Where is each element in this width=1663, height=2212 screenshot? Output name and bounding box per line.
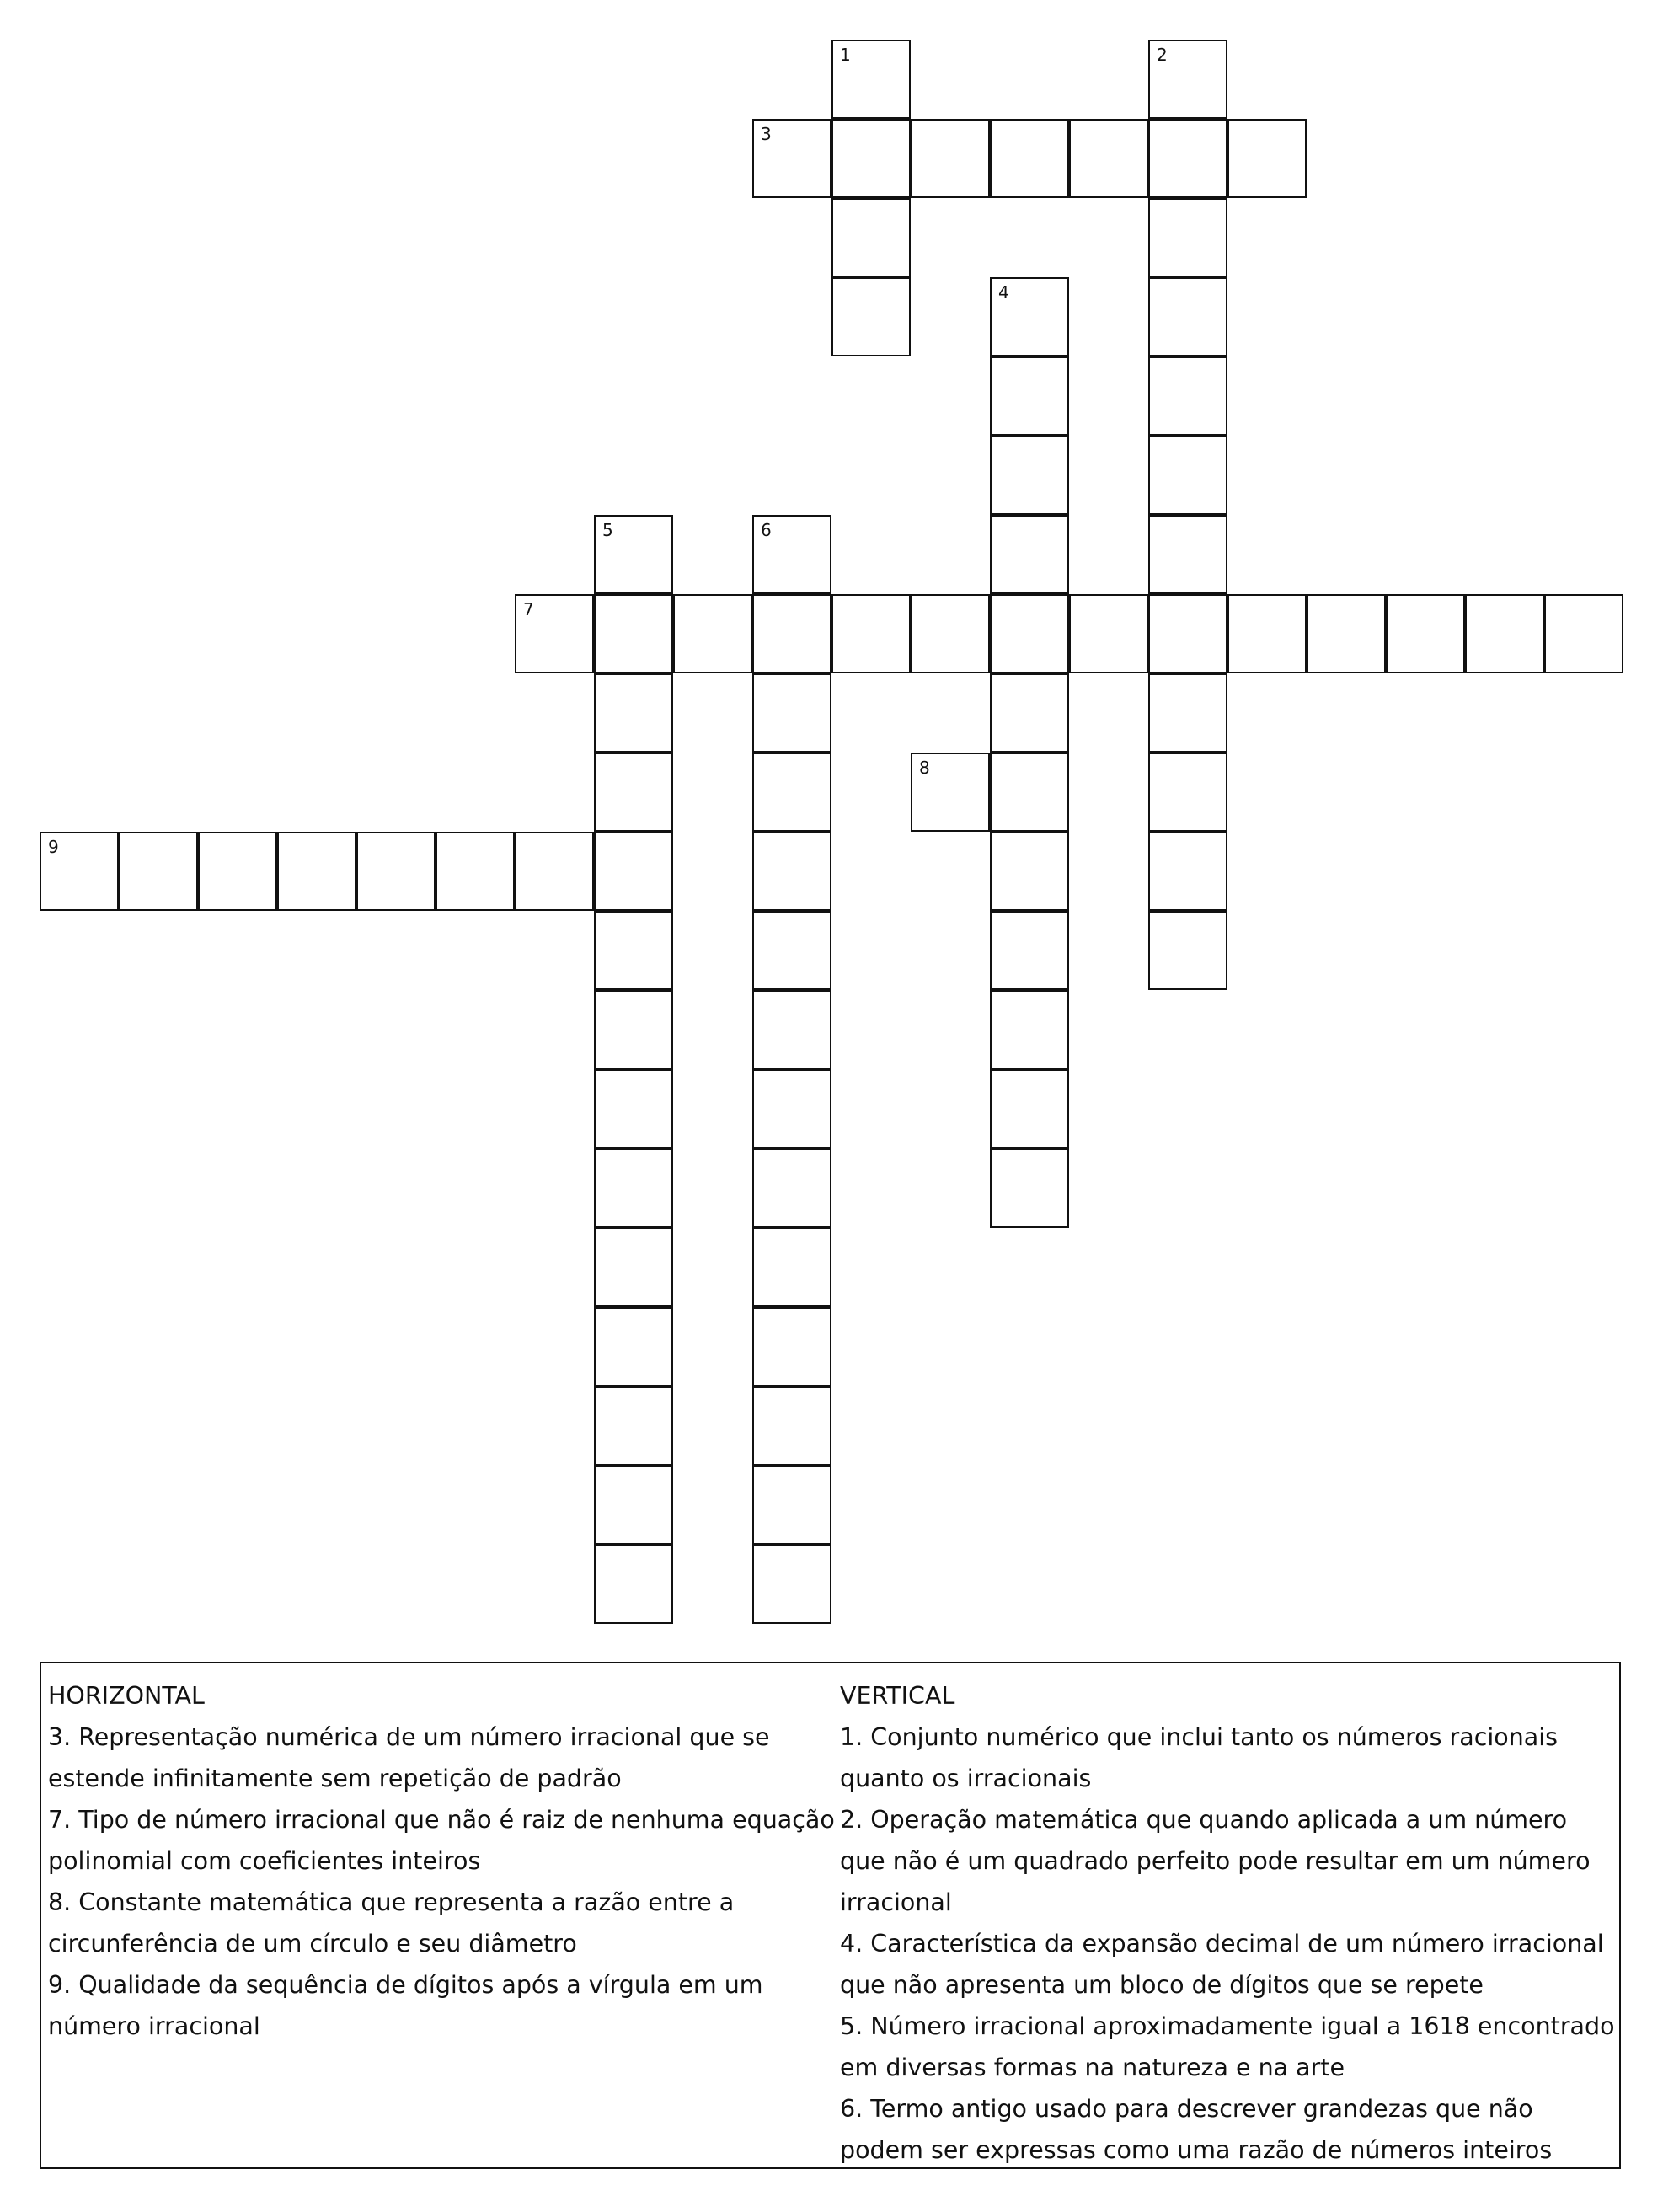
grid-cell[interactable] — [1227, 594, 1307, 673]
grid-cell[interactable] — [673, 594, 752, 673]
grid-cell[interactable] — [594, 673, 673, 753]
grid-cell[interactable] — [752, 832, 832, 911]
grid-cell[interactable] — [1307, 594, 1386, 673]
grid-cell[interactable] — [990, 594, 1069, 673]
grid-cell[interactable] — [1544, 594, 1623, 673]
clue-number: 8 — [919, 758, 930, 778]
grid-cell[interactable] — [752, 990, 832, 1069]
clue-down-2: 2. Operação matemática que quando aplicada a um número que não é um quadrado perfeito pode resultar em um número irracional — [840, 1806, 1591, 1916]
grid-cell[interactable] — [594, 515, 673, 594]
grid-cell[interactable] — [515, 594, 594, 673]
grid-cell[interactable] — [832, 40, 911, 119]
clue-number: 5 — [602, 520, 613, 540]
clue-across-7: 7. Tipo de número irracional que não é raiz de nenhuma equação polinomial com coeficientes inteiros — [48, 1806, 835, 1875]
grid-cell[interactable] — [990, 515, 1069, 594]
grid-cell[interactable] — [990, 436, 1069, 515]
grid-cell[interactable] — [594, 1545, 673, 1624]
grid-cell[interactable] — [752, 1386, 832, 1465]
grid-cell[interactable] — [1069, 594, 1148, 673]
clue-down-5: 5. Número irracional aproximadamente igual a 1618 encontrado em diversas formas na natureza e na arte — [840, 2012, 1615, 2081]
grid-cell[interactable] — [198, 832, 277, 911]
grid-cell[interactable] — [1148, 119, 1227, 198]
grid-cell[interactable] — [594, 1228, 673, 1307]
grid-cell[interactable] — [990, 119, 1069, 198]
grid-cell[interactable] — [752, 1307, 832, 1386]
clues-box — [40, 1662, 1621, 2169]
clue-down-6: 6. Termo antigo usado para descrever grandezas que não podem ser expressas como uma razão de números inteiros — [840, 2095, 1553, 2164]
grid-cell[interactable] — [1227, 119, 1307, 198]
grid-cell[interactable] — [990, 753, 1069, 832]
grid-cell[interactable] — [1465, 594, 1544, 673]
grid-cell[interactable] — [1148, 911, 1227, 990]
grid-cell[interactable] — [594, 1069, 673, 1149]
horizontal-title: HORIZONTAL — [48, 1682, 205, 1710]
vertical-title: VERTICAL — [840, 1682, 955, 1710]
grid-cell[interactable] — [1148, 277, 1227, 356]
clue-down-1: 1. Conjunto numérico que inclui tanto os números racionais quanto os irracionais — [840, 1723, 1559, 1792]
clue-number: 7 — [523, 599, 534, 619]
vertical-clues — [840, 1675, 1615, 2171]
grid-cell[interactable] — [356, 832, 436, 911]
grid-cell[interactable] — [119, 832, 198, 911]
clue-across-8: 8. Constante matemática que representa a razão entre a circunferência de um círculo e seu diâmetro — [48, 1888, 735, 1958]
grid-cell[interactable] — [594, 753, 673, 832]
grid-cell[interactable] — [990, 1149, 1069, 1228]
grid-cell[interactable] — [752, 673, 832, 753]
grid-cell[interactable] — [1148, 753, 1227, 832]
clue-number: 4 — [998, 282, 1009, 303]
grid-cell[interactable] — [1148, 40, 1227, 119]
clue-across-9: 9. Qualidade da sequência de dígitos após a vírgula em um número irracional — [48, 1971, 763, 2040]
grid-cell[interactable] — [832, 119, 911, 198]
grid-cell[interactable] — [832, 198, 911, 277]
grid-cell[interactable] — [515, 832, 594, 911]
grid-cell[interactable] — [277, 832, 356, 911]
grid-cell[interactable] — [990, 990, 1069, 1069]
grid-cell[interactable] — [752, 515, 832, 594]
grid-cell[interactable] — [1148, 436, 1227, 515]
grid-cell[interactable] — [1148, 673, 1227, 753]
grid-cell[interactable] — [1148, 356, 1227, 436]
grid-cell[interactable] — [1148, 832, 1227, 911]
grid-cell[interactable] — [594, 1307, 673, 1386]
grid-cell[interactable] — [594, 1465, 673, 1545]
clue-across-3: 3. Representação numérica de um número irracional que se estende infinitamente sem repetição de padrão — [48, 1723, 770, 1792]
grid-cell[interactable] — [594, 911, 673, 990]
grid-cell[interactable] — [990, 356, 1069, 436]
grid-cell[interactable] — [752, 1228, 832, 1307]
grid-cell[interactable] — [832, 594, 911, 673]
grid-cell[interactable] — [752, 1545, 832, 1624]
grid-cell[interactable] — [436, 832, 515, 911]
clue-number: 6 — [761, 520, 772, 540]
grid-cell[interactable] — [594, 594, 673, 673]
grid-cell[interactable] — [911, 594, 990, 673]
grid-cell[interactable] — [990, 1069, 1069, 1149]
clue-number: 2 — [1157, 45, 1168, 65]
grid-cell[interactable] — [752, 1149, 832, 1228]
clue-number: 3 — [761, 124, 772, 144]
grid-cell[interactable] — [752, 753, 832, 832]
grid-cell[interactable] — [832, 277, 911, 356]
clue-down-4: 4. Característica da expansão decimal de um número irracional que não apresenta um bloco de dígitos que se repete — [840, 1930, 1604, 1999]
grid-cell[interactable] — [594, 832, 673, 911]
grid-cell[interactable] — [990, 673, 1069, 753]
horizontal-clues — [48, 1675, 840, 2047]
clue-number: 1 — [840, 45, 851, 65]
grid-cell[interactable] — [911, 119, 990, 198]
clue-number: 9 — [48, 837, 59, 857]
grid-cell[interactable] — [911, 753, 990, 832]
grid-cell[interactable] — [1148, 198, 1227, 277]
grid-cell[interactable] — [752, 1069, 832, 1149]
grid-cell[interactable] — [752, 1465, 832, 1545]
grid-cell[interactable] — [1148, 594, 1227, 673]
grid-cell[interactable] — [990, 277, 1069, 356]
grid-cell[interactable] — [1386, 594, 1465, 673]
grid-cell[interactable] — [990, 832, 1069, 911]
grid-cell[interactable] — [1148, 515, 1227, 594]
grid-cell[interactable] — [40, 832, 119, 911]
grid-cell[interactable] — [594, 1386, 673, 1465]
grid-cell[interactable] — [594, 1149, 673, 1228]
grid-cell[interactable] — [752, 911, 832, 990]
grid-cell[interactable] — [752, 594, 832, 673]
grid-cell[interactable] — [752, 119, 832, 198]
grid-cell[interactable] — [990, 911, 1069, 990]
grid-cell[interactable] — [594, 990, 673, 1069]
grid-cell[interactable] — [1069, 119, 1148, 198]
